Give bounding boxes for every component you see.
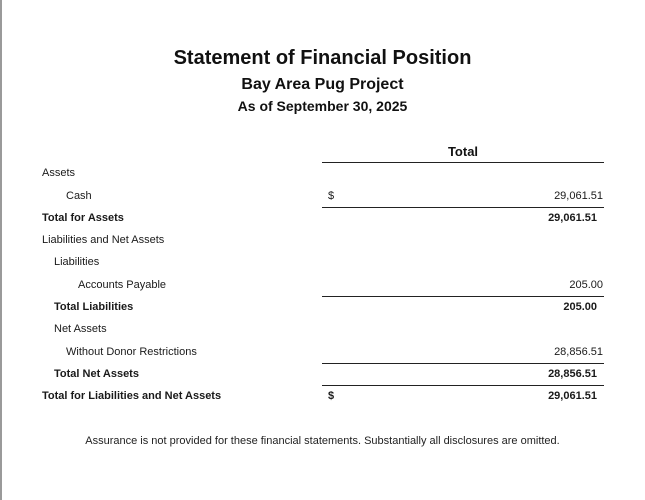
row-amount: 29,061.51 bbox=[554, 190, 603, 202]
footer-note: Assurance is not provided for these financial statements. Substantially all disclosures are omitted. bbox=[85, 435, 560, 447]
row-label: Total Liabilities bbox=[54, 301, 134, 313]
total-row-liabilities bbox=[0, 298, 645, 316]
total-row-assets bbox=[0, 209, 645, 227]
total-row-net-assets bbox=[0, 365, 645, 383]
section-row-net-assets bbox=[0, 320, 645, 338]
row-amount: 28,856.51 bbox=[548, 368, 597, 380]
row-label: Without Donor Restrictions bbox=[66, 346, 197, 358]
report-title: Statement of Financial Position bbox=[173, 47, 472, 69]
total-rule bbox=[322, 385, 604, 386]
row-label: Accounts Payable bbox=[78, 279, 167, 291]
line-row-cash bbox=[0, 187, 645, 205]
section-row-assets bbox=[0, 164, 645, 182]
row-label: Total for Liabilities and Net Assets bbox=[42, 390, 222, 402]
line-row-accounts-payable bbox=[0, 276, 645, 294]
row-label: Assets bbox=[42, 167, 76, 179]
report-date: As of September 30, 2025 bbox=[237, 98, 408, 114]
page-edge bbox=[0, 0, 2, 500]
row-label: Cash bbox=[66, 190, 92, 202]
column-header-total: Total bbox=[447, 144, 479, 159]
row-amount: 29,061.51 bbox=[548, 212, 597, 224]
row-label: Liabilities and Net Assets bbox=[42, 234, 165, 246]
grand-total-row bbox=[0, 387, 645, 405]
row-label: Total for Assets bbox=[42, 212, 124, 224]
row-amount: 205.00 bbox=[569, 279, 603, 291]
row-amount: 28,856.51 bbox=[554, 346, 603, 358]
row-label: Total Net Assets bbox=[54, 368, 139, 380]
currency-symbol: $ bbox=[328, 190, 335, 202]
row-amount: 205.00 bbox=[563, 301, 597, 313]
company-name: Bay Area Pug Project bbox=[241, 76, 404, 93]
header-rule bbox=[322, 162, 604, 163]
row-label: Liabilities bbox=[54, 256, 100, 268]
section-row-liabilities bbox=[0, 253, 645, 271]
row-amount: 29,061.51 bbox=[548, 390, 597, 402]
currency-symbol: $ bbox=[328, 390, 335, 402]
subtotal-rule bbox=[322, 363, 604, 364]
subtotal-rule bbox=[322, 296, 604, 297]
section-row-liabilities-net-assets bbox=[0, 231, 645, 249]
subtotal-rule bbox=[322, 207, 604, 208]
line-row-without-donor-restrictions bbox=[0, 343, 645, 361]
row-label: Net Assets bbox=[54, 323, 107, 335]
